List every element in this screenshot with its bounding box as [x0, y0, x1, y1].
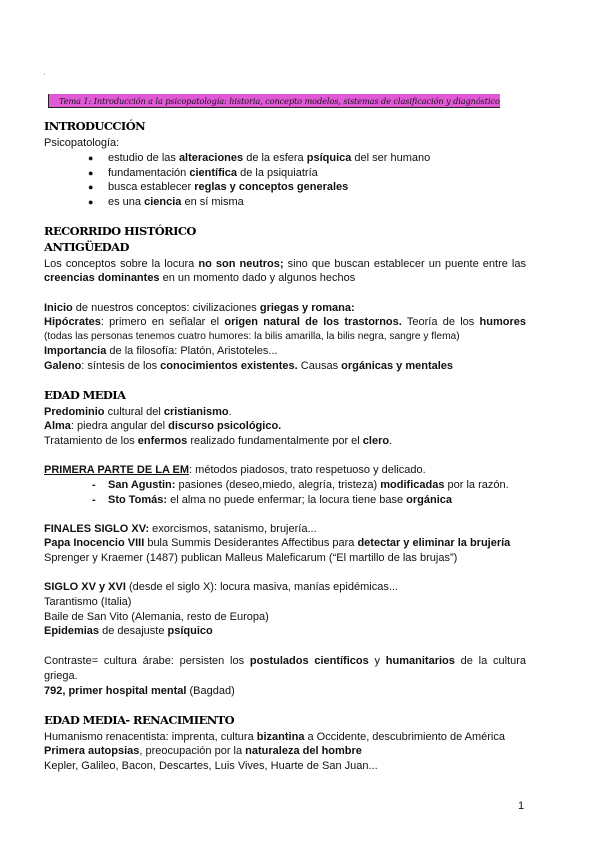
finales-siglo-line: FINALES SIGLO XV: exorcismos, satanismo, brujería... — [44, 523, 317, 535]
contraste-cont: griega. — [44, 670, 78, 682]
contraste-line: Contraste= cultura árabe: persisten los postulados científicos y humanitarios de la cultura — [44, 655, 527, 667]
bullet-icon: ● — [88, 168, 94, 178]
list-item: - Sto Tomás: el alma no puede enfermar; la locura tiene base orgánica — [92, 494, 453, 506]
tarantismo-line: Tarantismo (Italia) — [44, 596, 132, 608]
renac-line-1: Humanismo renacentista: imprenta, cultura bizantina a Occidente, descubrimiento de América — [44, 731, 505, 743]
list-item: ● busca establecer reglas y conceptos generales — [88, 181, 349, 193]
heading-recorrido-historico: RECORRIDO HISTÓRICO — [44, 224, 196, 238]
galeno-line: Galeno: síntesis de los conocimientos existentes. Causas orgánicas y mentales — [44, 360, 454, 372]
epidemias-line: Epidemias de desajuste psíquico — [44, 625, 213, 637]
stray-mark: ' — [44, 74, 46, 80]
primera-parte-line: PRIMERA PARTE DE LA EM: métodos piadosos, trato respetuoso y delicado. — [44, 464, 426, 476]
media-line-1: Predominio cultural del cristianismo. — [44, 406, 232, 418]
bullet-icon: ● — [88, 197, 94, 207]
heading-antiguedad: ANTIGÜEDAD — [44, 240, 129, 254]
paragraph-cont: creencias dominantes en un momento dado y algunos hechos — [44, 272, 356, 284]
papa-line: Papa Inocencio VIII bula Summis Desiderantes Affectibus para detectar y eliminar la brujería — [44, 537, 511, 549]
topic-banner: Tema 1: Introducción a la psicopatología: historia, concepto modelos, sistemas de clasificación y diagnóstico — [48, 94, 500, 108]
paragraph: Los conceptos sobre la locura no son neutros; sino que buscan establecer un puente entre las — [44, 258, 526, 270]
sprenger-line: Sprenger y Kraemer (1487) publican Malleus Maleficarum (“El martillo de las brujas”) — [44, 552, 458, 564]
dash-marker: - — [92, 494, 96, 506]
siglo-line: SIGLO XV y XVI (desde el siglo X): locura masiva, manías epidémicas... — [44, 581, 398, 593]
list-item: - San Agustin: pasiones (deseo,miedo, alegría, tristeza) modificadas por la razón. — [92, 479, 509, 491]
heading-renacimiento: EDAD MEDIA- RENACIMIENTO — [44, 713, 235, 727]
list-item: ● fundamentación científica de la psiquiatría — [88, 167, 318, 179]
heading-edad-media: EDAD MEDIA — [44, 388, 126, 402]
intro-lead: Psicopatología: — [44, 137, 120, 149]
baile-line: Baile de San Vito (Alemania, resto de Europa) — [44, 611, 269, 623]
dash-marker: - — [92, 479, 96, 491]
hipocrates-line: Hipócrates: primero en señalar el origen natural de los trastornos. Teoría de los humores — [44, 316, 526, 328]
media-line-3: Tratamiento de los enfermos realizado fundamentalmente por el clero. — [44, 435, 393, 447]
list-item: ● es una ciencia en sí misma — [88, 196, 244, 208]
media-line-2: Alma: piedra angular del discurso psicológico. — [44, 420, 282, 432]
bullet-icon: ● — [88, 153, 94, 163]
inicio-line: Inicio de nuestros conceptos: civilizaciones griegas y romana: — [44, 302, 355, 314]
list-item: ● estudio de las alteraciones de la esfera psíquica del ser humano — [88, 152, 431, 164]
heading-introduccion: INTRODUCCIÓN — [44, 119, 146, 133]
page-number: 1 — [518, 800, 525, 812]
hipocrates-note: (todas las personas tenemos cuatro humores: la bilis amarilla, la bilis negra, sangre y flema) — [44, 331, 460, 342]
bullet-icon: ● — [88, 182, 94, 192]
renac-line-3: Kepler, Galileo, Bacon, Descartes, Luis Vives, Huarte de San Juan... — [44, 760, 378, 772]
renac-line-2: Primera autopsias, preocupación por la naturaleza del hombre — [44, 745, 362, 757]
hospital-line: 792, primer hospital mental (Bagdad) — [44, 685, 235, 697]
importancia-line: Importancia de la filosofía: Platón, Aristoteles... — [44, 345, 278, 357]
